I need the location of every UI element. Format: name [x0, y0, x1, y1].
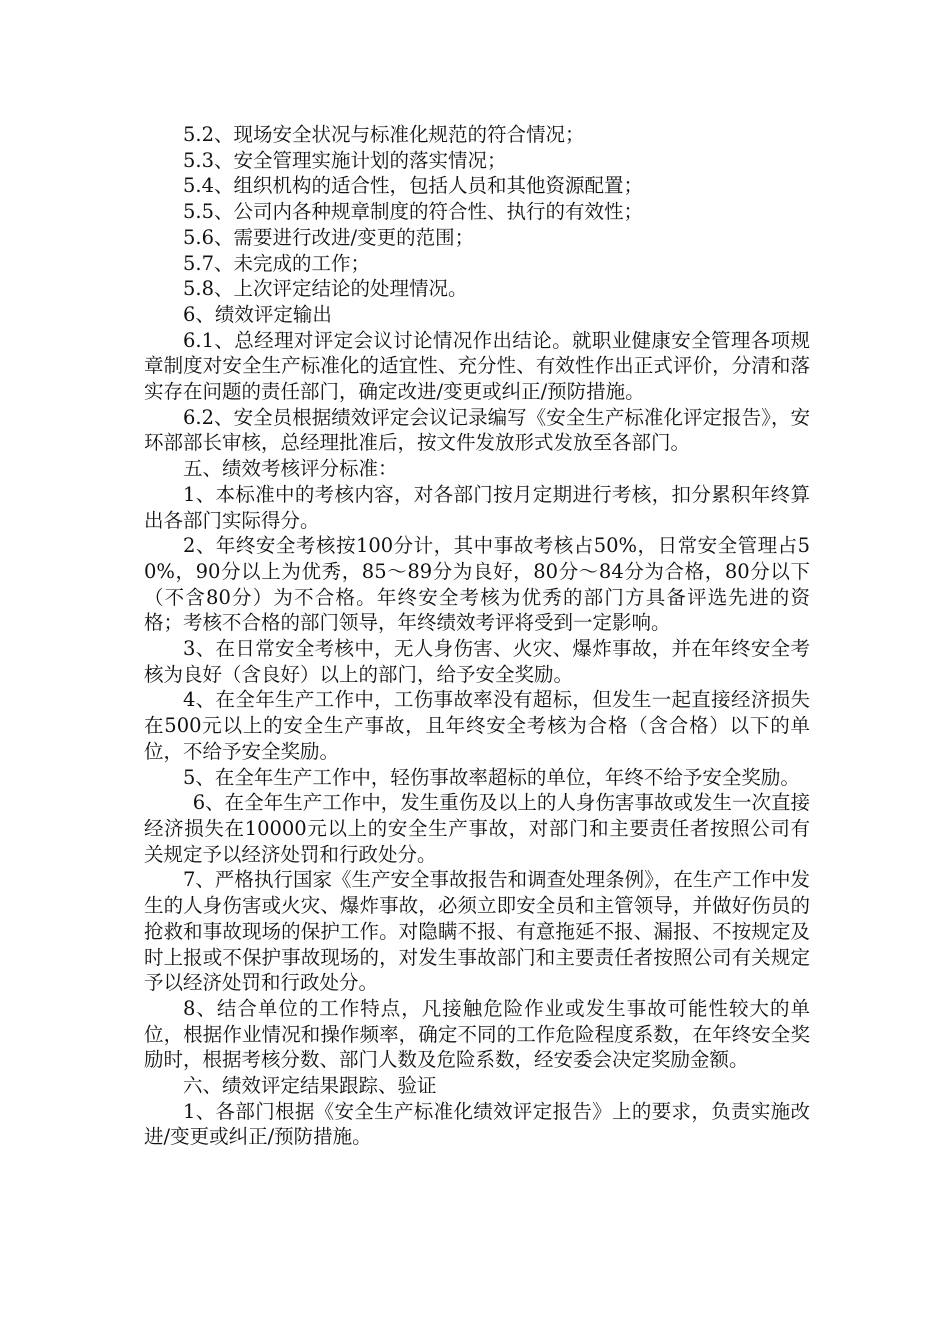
paragraph-5-4: 5.4、组织机构的适合性，包括人员和其他资源配置； — [183, 174, 644, 198]
paragraph-5-7: 5.7、未完成的工作； — [183, 251, 371, 275]
heading-6-output: 6、绩效评定输出 — [183, 302, 332, 326]
paragraph-criteria-1: 1、本标准中的考核内容，对各部门按月定期进行考核，扣分累积年终算出各部门实际得分。 — [144, 482, 810, 532]
paragraph-5-5: 5.5、公司内各种规章制度的符合性、执行的有效性； — [183, 200, 644, 224]
paragraph-tracking-1: 1、各部门根据《安全生产标准化绩效评定报告》上的要求，负责实施改进/变更或纠正/预防措施。 — [144, 1099, 810, 1149]
paragraph-6-1: 6.1、总经理对评定会议讨论情况作出结论。就职业健康安全管理各项规章制度对安全生产标准化的适宜性、充分性、有效性作出正式评价，分清和落实存在问题的责任部门，确定改进/变更或纠正/预防措施。 — [144, 328, 810, 404]
document-body — [144, 122, 810, 1150]
paragraph-criteria-4: 4、在全年生产工作中，工伤事故率没有超标，但发生一起直接经济损失在500元以上的安全生产事故，且年终安全考核为合格（含合格）以下的单位，不给予安全奖励。 — [144, 688, 810, 763]
paragraph-criteria-7: 7、严格执行国家《生产安全事故报告和调查处理条例》，在生产工作中发生的人身伤害或火灾、爆炸事故，必须立即安全员和主管领导，并做好伤员的抢救和事故现场的保护工作。对隐瞒不报、有意拖延不报、漏报、不按规定及时上报或不保护事故现场的，对发生事故部门和主要责任者按照公司有关规定予以经济处罚和行政处分。 — [144, 868, 810, 995]
paragraph-criteria-5: 5、在全年生产工作中，轻伤事故率超标的单位，年终不给予安全奖励。 — [183, 765, 800, 789]
paragraph-criteria-8: 8、结合单位的工作特点，凡接触危险作业或发生事故可能性较大的单位，根据作业情况和操作频率，确定不同的工作危险程度系数，在年终安全奖励时，根据考核分数、部门人数及危险系数，经安委会决定奖励金额。 — [144, 996, 810, 1072]
paragraph-6-2: 6.2、安全员根据绩效评定会议记录编写《安全生产标准化评定报告》，安环部部长审核，总经理批准后，按文件发放形式发放至各部门。 — [144, 405, 810, 455]
paragraph-5-2: 5.2、现场安全状况与标准化规范的符合情况； — [183, 123, 585, 146]
paragraph-5-6: 5.6、需要进行改进/变更的范围； — [183, 225, 475, 249]
heading-section-5: 五、绩效考核评分标准： — [183, 457, 398, 481]
paragraph-criteria-6: 6、在全年生产工作中，发生重伤及以上的人身伤害事故或发生一次直接经济损失在10000元以上的安全生产事故，对部门和主要责任者按照公司有关规定予以经济处罚和行政处分。 — [144, 791, 810, 866]
paragraph-5-8: 5.8、上次评定结论的处理情况。 — [183, 277, 468, 301]
paragraph-criteria-2: 2、年终安全考核按100分计，其中事故考核占50%，日常安全管理占50%，90分以上为优秀，85～89分为良好，80分～84分为合格，80分以下（不含80分）为不合格。年终安全考核为优秀的部门方具备评选先进的资格；考核不合格的部门领导，年终绩效考评将受到一定影响。 — [144, 534, 810, 635]
paragraph-5-3: 5.3、安全管理实施计划的落实情况； — [183, 148, 507, 172]
heading-section-6: 六、绩效评定结果跟踪、验证 — [183, 1074, 437, 1098]
paragraph-criteria-3: 3、在日常安全考核中，无人身伤害、火灾、爆炸事故，并在年终安全考核为良好（含良好）以上的部门，给予安全奖励。 — [144, 637, 810, 686]
